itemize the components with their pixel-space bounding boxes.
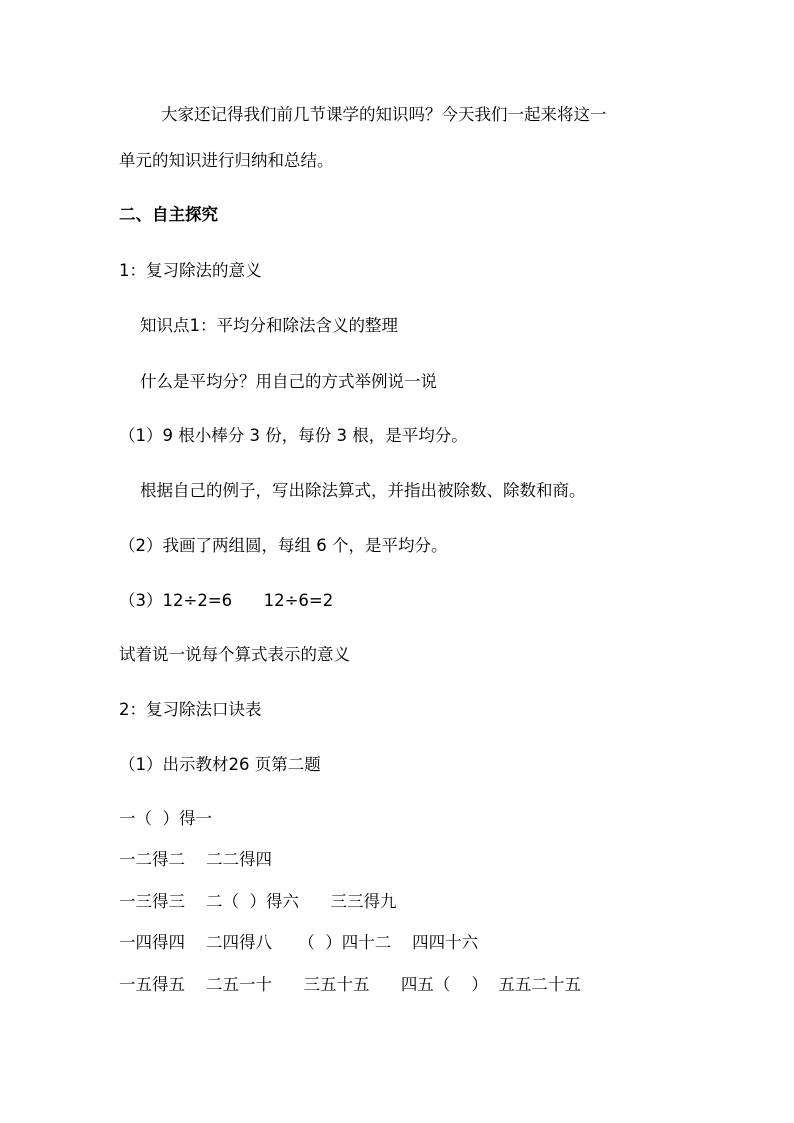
table-row: 一二得二 二二得四 [119,850,272,869]
table-row: 一四得四 二四得八 （ ）四十二 四四十六 [119,933,479,952]
prompt: 试着说一说每个算式表示的意义 [119,645,350,664]
section-heading: 二、自主探究 [119,205,218,224]
example-3: （3）12÷2=6 12÷6=2 [119,591,334,610]
instruction: 根据自己的例子，写出除法算式，并指出被除数、除数和商。 [140,481,586,500]
part2-title: 2：复习除法口诀表 [119,700,262,719]
intro-line-2: 单元的知识进行归纳和总结。 [119,151,334,170]
example-1: （1）9 根小棒分 3 份，每份 3 根，是平均分。 [119,426,468,445]
question: 什么是平均分？用自己的方式举例说一说 [140,372,437,391]
knowledge-point: 知识点1：平均分和除法含义的整理 [140,316,398,335]
table-row: 一（ ）得一 [119,809,212,828]
example-2: （2）我画了两组圆，每组 6 个，是平均分。 [119,536,448,555]
task: （1）出示教材26 页第二题 [119,755,321,774]
intro-line-1: 大家还记得我们前几节课学的知识吗？今天我们一起来将这一 [161,105,607,124]
table-row: 一三得三 二（ ）得六 三三得九 [119,892,397,911]
table-row: 一五得五 二五一十 三五十五 四五（ ） 五五二十五 [119,975,581,994]
part1-title: 1：复习除法的意义 [119,261,262,280]
